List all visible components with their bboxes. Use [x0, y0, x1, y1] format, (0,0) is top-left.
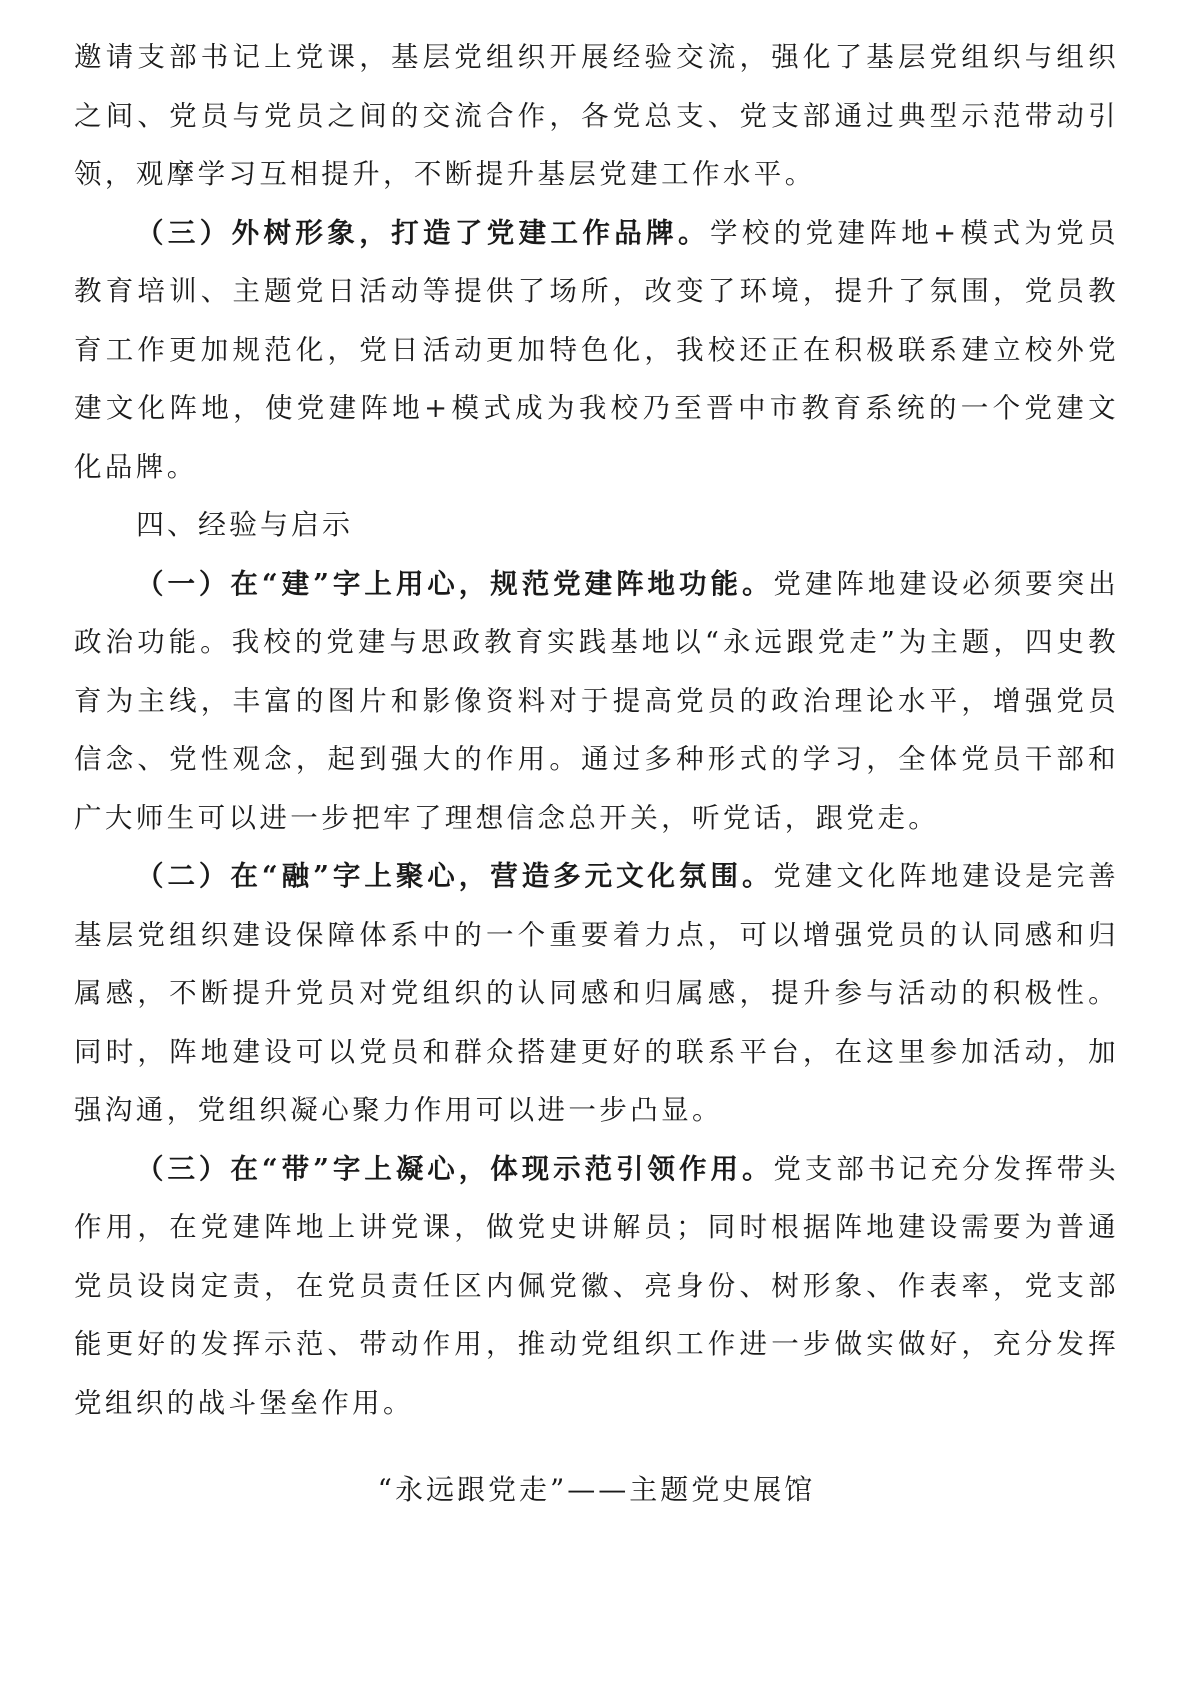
point-three-body: 党支部书记充分发挥带头作用，在党建阵地上讲党课，做党史讲解员；同时根据阵地建设需要为普通党员设岗定责，在党员责任区内佩党徽、亮身份、树形象、作表率，党支部能更好的发挥示范、带动作用，推动党组织工作进一步做实做好，充分发挥党组织的战斗堡垒作用。 — [74, 1152, 1119, 1419]
figure-caption: “永远跟党走”——主题党史展馆 — [377, 1473, 816, 1506]
section-three-lead: （三）外树形象，打造了党建工作品牌。 — [136, 216, 710, 249]
section-three-paragraph — [74, 204, 1119, 497]
point-two-paragraph — [74, 847, 1119, 1140]
point-two-lead: （二）在“融”字上聚心，营造多元文化氛围。 — [136, 860, 774, 892]
point-one-paragraph — [74, 555, 1119, 848]
point-three-paragraph — [74, 1140, 1119, 1433]
point-one-body: 党建阵地建设必须要突出政治功能。我校的党建与思政教育实践基地以“永远跟党走”为主题，四史教育为主线，丰富的图片和影像资料对于提高党员的政治理论水平，增强党员信念、党性观念，起到强大的作用。通过多种形式的学习，全体党员干部和广大师生可以进一步把牢了理想信念总开关，听党话，跟党走。 — [74, 567, 1119, 834]
point-two-body: 党建文化阵地建设是完善基层党组织建设保障体系中的一个重要着力点，可以增强党员的认同感和归属感，不断提升党员对党组织的认同感和归属感，提升参与活动的积极性。同时，阵地建设可以党员和群众搭建更好的联系平台，在这里参加活动，加强沟通，党组织凝心聚力作用可以进一步凸显。 — [74, 860, 1119, 1126]
point-one-lead: （一）在“建”字上用心，规范党建阵地功能。 — [136, 567, 774, 600]
document-page — [74, 28, 1119, 1432]
point-three-lead: （三）在“带”字上凝心，体现示范引领作用。 — [136, 1152, 774, 1185]
section-three-body: 学校的党建阵地+模式为党员教育培训、主题党日活动等提供了场所，改变了环境，提升了氛围，党员教育工作更加规范化，党日活动更加特色化，我校还正在积极联系建立校外党建文化阵地，使党建阵地+模式成为我校乃至晋中市教育系统的一个党建文化品牌。 — [74, 216, 1119, 483]
section-heading-four: 四、经验与启示 — [136, 508, 354, 541]
intro-paragraph: 邀请支部书记上党课，基层党组织开展经验交流，强化了基层党组织与组织之间、党员与党员之间的交流合作，各党总支、党支部通过典型示范带动引领，观摩学习互相提升，不断提升基层党建工作水平。 — [74, 41, 1119, 190]
